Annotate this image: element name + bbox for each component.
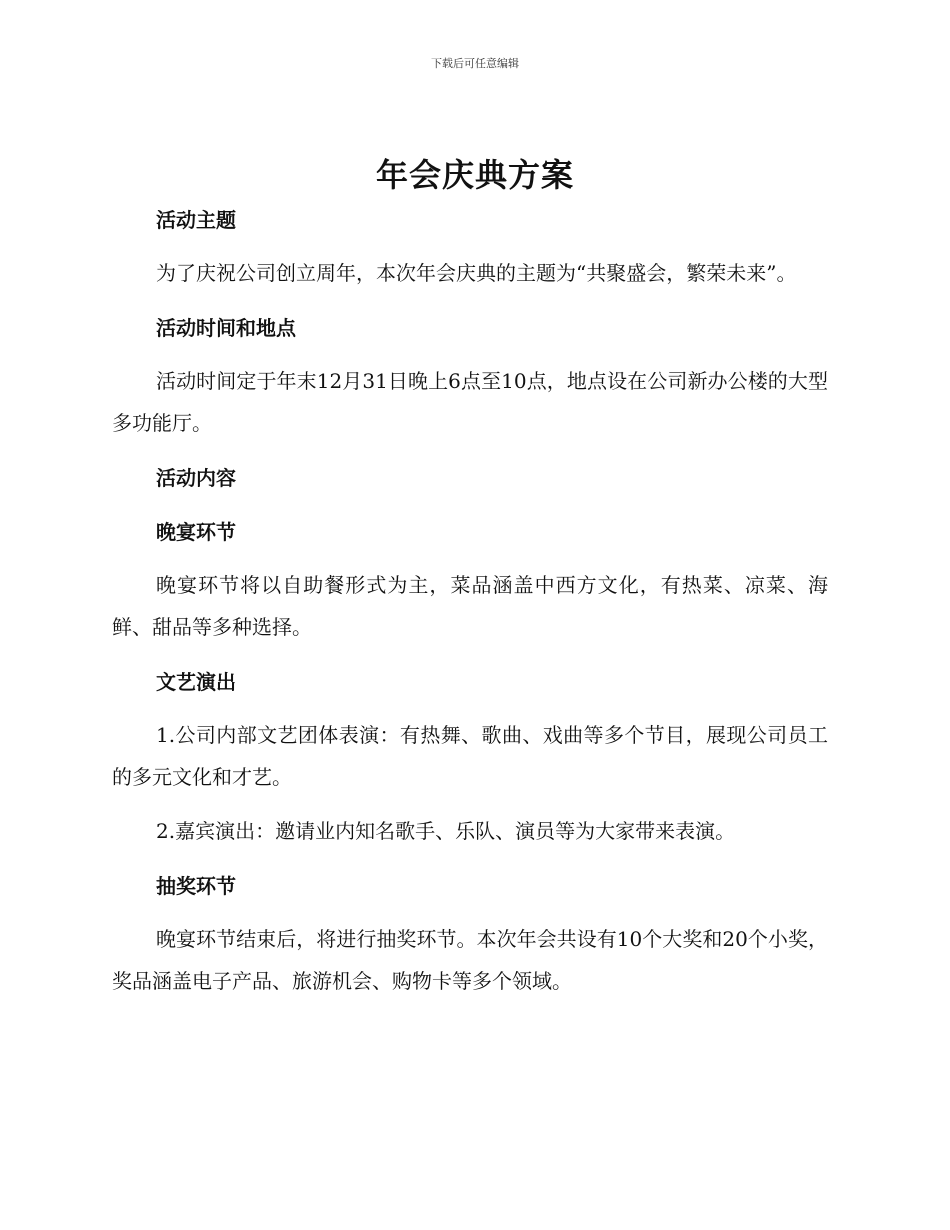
paragraph-performance-internal: 1.公司内部文艺团体表演：有热舞、歌曲、戏曲等多个节目，展现公司员工的多元文化和才艺。 bbox=[112, 723, 828, 789]
document-body bbox=[112, 200, 828, 1002]
section-heading-performance: 文艺演出 bbox=[156, 670, 236, 694]
paragraph-lottery: 晚宴环节结束后，将进行抽奖环节。本次年会共设有10个大奖和20个小奖，奖品涵盖电子产品、旅游机会、购物卡等多个领域。 bbox=[112, 927, 828, 993]
section-heading-lottery: 抽奖环节 bbox=[156, 874, 236, 898]
header-note: 下载后可任意编辑 bbox=[431, 57, 519, 70]
paragraph-banquet: 晚宴环节将以自助餐形式为主，菜品涵盖中西方文化，有热菜、凉菜、海鲜、甜品等多种选择。 bbox=[112, 573, 828, 639]
document-title: 年会庆典方案 bbox=[375, 156, 574, 194]
section-heading-time-place: 活动时间和地点 bbox=[156, 316, 296, 340]
section-heading-banquet: 晚宴环节 bbox=[156, 520, 236, 544]
paragraph-performance-guest: 2.嘉宾演出：邀请业内知名歌手、乐队、演员等为大家带来表演。 bbox=[156, 819, 736, 843]
section-heading-content: 活动内容 bbox=[156, 466, 236, 490]
paragraph-theme: 为了庆祝公司创立周年，本次年会庆典的主题为“共聚盛会，繁荣未来”。 bbox=[156, 261, 797, 285]
section-heading-theme: 活动主题 bbox=[156, 208, 236, 232]
paragraph-time-place: 活动时间定于年末12月31日晚上6点至10点，地点设在公司新办公楼的大型多功能厅。 bbox=[112, 369, 828, 435]
